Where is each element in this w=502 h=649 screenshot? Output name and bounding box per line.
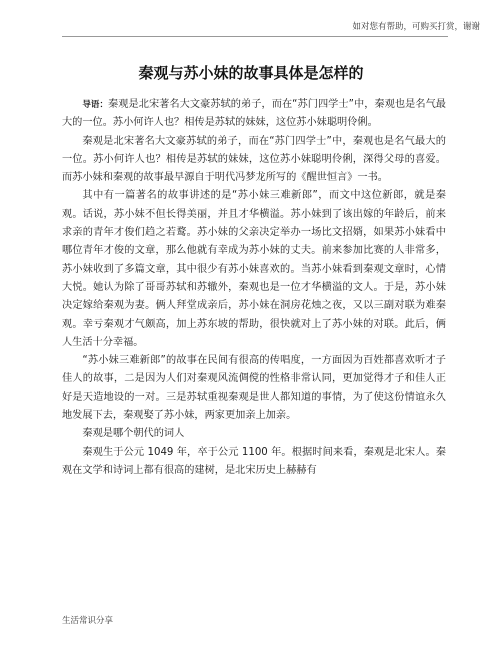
paragraph-3: “苏小妹三难新郎”的故事在民间有很高的传唱度，一方面因为百姓都喜欢听才子佳人的故事，二是因为人们对秦观风流倜傥的性格非常认同，更加觉得才子和佳人正好是天造地设的一对。三是苏轼重视秦观是世人都知道的事情，为了使这份情谊永久地发展下去，秦观娶了苏小妹，两家更加亲上加亲。 xyxy=(62,355,446,422)
intro-text: 秦观是北宋著名大文豪苏轼的弟子，而在“苏门四学士”中，秦观也是名气最大的一位。苏小何许人也？相传是苏轼的妹妹，这位苏小妹聪明伶俐。 xyxy=(62,99,446,129)
header-note: 如对您有帮助，可购买打赏，谢谢 xyxy=(352,22,480,32)
intro-label: 导语： xyxy=(82,100,109,110)
article-body xyxy=(62,96,446,480)
footer-note: 生活常识分享 xyxy=(62,616,114,626)
intro-paragraph xyxy=(62,96,446,133)
section-heading: 秦观是哪个朝代的词人 xyxy=(82,428,185,440)
header-divider xyxy=(62,36,448,37)
paragraph-2: 其中有一篇著名的故事讲述的是“苏小妹三难新郎”，而文中这位新郎，就是秦观。话说，苏小妹不但长得美丽，并且才华横溢。苏小妹到了该出嫁的年龄后，前来求亲的青年才俊们趋之若鹜。苏小妹的父亲决定举办一场比文招婿，如果苏小妹看中哪位青年才俊的文章，那么他就有幸成为苏小妹的丈夫。前来参加比赛的人非常多，苏小妹收到了多篇文章，其中很少有苏小妹喜欢的。当苏小妹看到秦观文章时，心情大悦。她认为除了哥哥苏轼和苏辙外，秦观也是一位才华横溢的文人。于是，苏小妹决定嫁给秦观为妻。俩人拜堂成亲后，苏小妹在洞房花烛之夜，又以三副对联为难秦观。幸亏秦观才气颇高，加上苏东坡的帮助，很快就对上了苏小妹的对联。此后，俩人生活十分幸福。 xyxy=(62,190,446,348)
page-title: 秦观与苏小妹的故事具体是怎样的 xyxy=(138,64,364,82)
paragraph-1: 秦观是北宋著名大文豪苏轼的弟子，而在“苏门四学士”中，秦观也是名气最大的一位。苏小何许人也？相传是苏轼的妹妹，这位苏小妹聪明伶俐，深得父母的喜爱。而苏小妹和秦观的故事最早源自于明代冯梦龙所写的《醒世恒言》一书。 xyxy=(62,135,446,184)
paragraph-4: 秦观生于公元 1049 年，卒于公元 1100 年。根据时间来看，秦观是北宋人。秦观在文学和诗词上都有很高的建树，是北宋历史上赫赫有 xyxy=(62,446,446,476)
